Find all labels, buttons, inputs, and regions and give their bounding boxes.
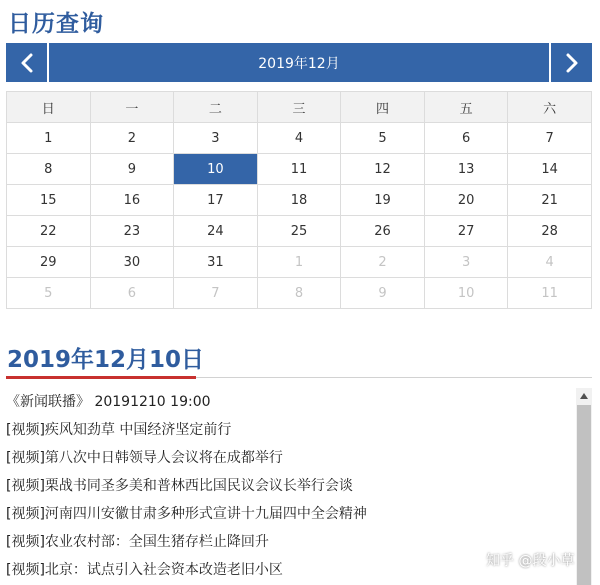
- calendar-day[interactable]: 11: [508, 278, 592, 309]
- calendar-day[interactable]: 3: [424, 247, 508, 278]
- weekday-header: 日: [7, 92, 91, 123]
- calendar-day[interactable]: 2: [341, 247, 425, 278]
- calendar-day[interactable]: 10: [424, 278, 508, 309]
- calendar-day[interactable]: 16: [90, 185, 174, 216]
- news-item[interactable]: 《新闻联播》 20191210 19:00: [6, 394, 211, 410]
- weekday-header: 六: [508, 92, 592, 123]
- calendar-day[interactable]: 8: [7, 154, 91, 185]
- calendar-day[interactable]: 5: [341, 123, 425, 154]
- calendar-day[interactable]: 4: [257, 123, 341, 154]
- calendar-day[interactable]: 7: [174, 278, 258, 309]
- calendar-week-row: [7, 278, 592, 309]
- calendar-day[interactable]: 14: [508, 154, 592, 185]
- calendar-week-row: [7, 154, 592, 185]
- calendar-day-selected[interactable]: 10: [174, 154, 258, 185]
- calendar-day[interactable]: 20: [424, 185, 508, 216]
- calendar-header: [6, 43, 592, 82]
- calendar-day[interactable]: 15: [7, 185, 91, 216]
- calendar-day[interactable]: 1: [7, 123, 91, 154]
- calendar-day[interactable]: 26: [341, 216, 425, 247]
- selected-date-heading: 2019年12月10日: [7, 347, 205, 373]
- calendar-day[interactable]: 25: [257, 216, 341, 247]
- calendar-day[interactable]: 19: [341, 185, 425, 216]
- calendar-day[interactable]: 23: [90, 216, 174, 247]
- weekday-header: 二: [174, 92, 258, 123]
- calendar-day[interactable]: 1: [257, 247, 341, 278]
- calendar-day[interactable]: 5: [7, 278, 91, 309]
- triangle-up-icon: [580, 393, 588, 399]
- calendar-week-row: [7, 185, 592, 216]
- calendar-day[interactable]: 24: [174, 216, 258, 247]
- page-title: 日历查询: [8, 11, 104, 37]
- calendar-day[interactable]: 28: [508, 216, 592, 247]
- news-item[interactable]: [视频]农业农村部：全国生猪存栏止降回升: [6, 534, 269, 550]
- calendar-day[interactable]: 12: [341, 154, 425, 185]
- calendar-day[interactable]: 11: [257, 154, 341, 185]
- calendar-week-row: [7, 216, 592, 247]
- calendar-day[interactable]: 29: [7, 247, 91, 278]
- calendar-day[interactable]: 6: [90, 278, 174, 309]
- chevron-left-icon: [18, 52, 36, 74]
- news-item[interactable]: [视频]第八次中日韩领导人会议将在成都举行: [6, 450, 283, 466]
- news-item[interactable]: [视频]栗战书同圣多美和普林西比国民议会议长举行会谈: [6, 478, 353, 494]
- heading-underline: [6, 376, 196, 379]
- scroll-up-button[interactable]: [576, 388, 592, 404]
- calendar-day[interactable]: 4: [508, 247, 592, 278]
- prev-month-button[interactable]: [6, 43, 47, 82]
- chevron-right-icon: [563, 52, 581, 74]
- calendar-day[interactable]: 9: [341, 278, 425, 309]
- calendar-week-row: [7, 247, 592, 278]
- news-item[interactable]: [视频]河南四川安徽甘肃多种形式宣讲十九届四中全会精神: [6, 506, 367, 522]
- weekday-header: 五: [424, 92, 508, 123]
- calendar-day[interactable]: 9: [90, 154, 174, 185]
- calendar-day[interactable]: 2: [90, 123, 174, 154]
- calendar-day[interactable]: 7: [508, 123, 592, 154]
- calendar-day[interactable]: 31: [174, 247, 258, 278]
- weekday-row: [7, 92, 592, 123]
- calendar-week-row: [7, 123, 592, 154]
- news-scrollbar[interactable]: [576, 388, 592, 585]
- calendar-day[interactable]: 8: [257, 278, 341, 309]
- news-item[interactable]: [视频]北京：试点引入社会资本改造老旧小区: [6, 562, 283, 578]
- calendar-day[interactable]: 27: [424, 216, 508, 247]
- calendar-day[interactable]: 17: [174, 185, 258, 216]
- calendar-day[interactable]: 3: [174, 123, 258, 154]
- calendar-grid: [6, 91, 592, 309]
- calendar-day[interactable]: 22: [7, 216, 91, 247]
- weekday-header: 一: [90, 92, 174, 123]
- weekday-header: 三: [257, 92, 341, 123]
- calendar-day[interactable]: 18: [257, 185, 341, 216]
- month-label: 2019年12月: [49, 43, 549, 82]
- calendar-day[interactable]: 6: [424, 123, 508, 154]
- scroll-thumb[interactable]: [577, 405, 591, 585]
- weekday-header: 四: [341, 92, 425, 123]
- watermark: 知乎 @段小草: [486, 553, 575, 569]
- news-item[interactable]: [视频]疾风知劲草 中国经济坚定前行: [6, 422, 232, 438]
- calendar-day[interactable]: 13: [424, 154, 508, 185]
- calendar-day[interactable]: 21: [508, 185, 592, 216]
- next-month-button[interactable]: [551, 43, 592, 82]
- calendar-day[interactable]: 30: [90, 247, 174, 278]
